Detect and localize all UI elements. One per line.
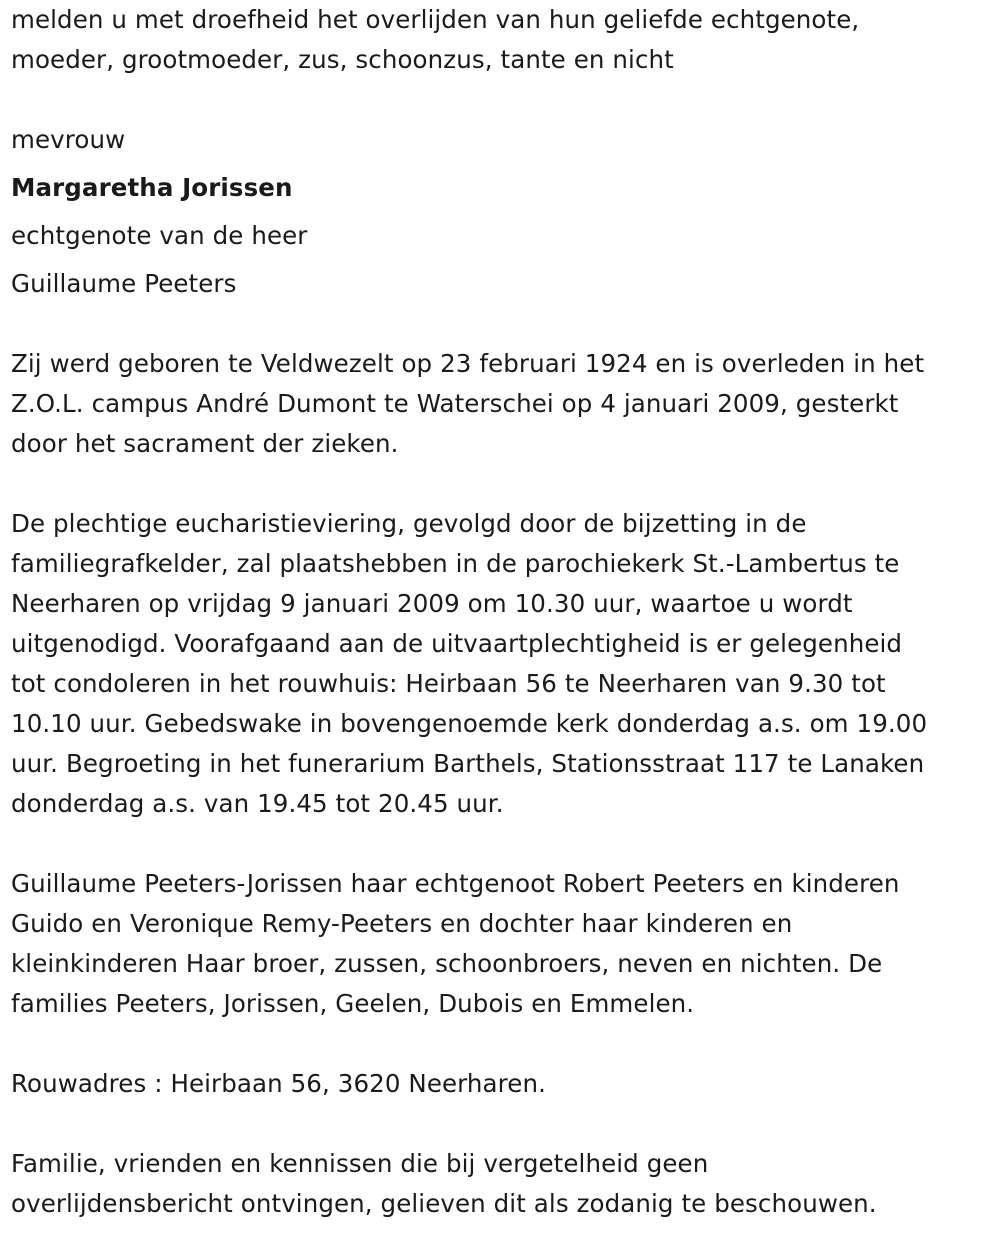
deceased-name: Margaretha Jorissen: [11, 173, 293, 202]
family-paragraph: [11, 864, 996, 1024]
paragraph-line: Z.O.L. campus André Dumont te Waterschei op 4 januari 2009, gesterkt: [11, 389, 899, 418]
birth-death-paragraph: [11, 344, 996, 464]
spouse-name: Guillaume Peeters: [11, 269, 237, 298]
paragraph-line: donderdag a.s. van 19.45 tot 20.45 uur.: [11, 789, 504, 818]
intro-line: moeder, grootmoeder, zus, schoonzus, tante en nicht: [11, 45, 674, 74]
paragraph-line: familiegrafkelder, zal plaatshebben in de parochiekerk St.-Lambertus te: [11, 549, 900, 578]
paragraph-line: Neerharen op vrijdag 9 januari 2009 om 10.30 uur, waartoe u wordt: [11, 589, 853, 618]
paragraph-line: door het sacrament der zieken.: [11, 429, 399, 458]
paragraph-line: families Peeters, Jorissen, Geelen, Dubois en Emmelen.: [11, 989, 695, 1018]
person-title: mevrouw: [11, 125, 126, 154]
address-paragraph: [11, 1064, 996, 1104]
paragraph-line: uur. Begroeting in het funerarium Barthels, Stationsstraat 117 te Lanaken: [11, 749, 925, 778]
intro-line: melden u met droefheid het overlijden van hun geliefde echtgenote,: [11, 5, 860, 34]
person-block: [11, 120, 996, 304]
paragraph-line: De plechtige eucharistieviering, gevolgd door de bijzetting in de: [11, 509, 807, 538]
closing-paragraph: [11, 1144, 996, 1224]
paragraph-line: Zij werd geboren te Veldwezelt op 23 februari 1924 en is overleden in het: [11, 349, 925, 378]
intro-paragraph: [11, 0, 996, 80]
mourning-address: Rouwadres : Heirbaan 56, 3620 Neerharen.: [11, 1069, 546, 1098]
paragraph-line: kleinkinderen Haar broer, zussen, schoonbroers, neven en nichten. De: [11, 949, 883, 978]
relation-text: echtgenote van de heer: [11, 221, 308, 250]
paragraph-line: 10.10 uur. Gebedswake in bovengenoemde kerk donderdag a.s. om 19.00: [11, 709, 928, 738]
paragraph-line: uitgenodigd. Voorafgaand aan de uitvaartplechtigheid is er gelegenheid: [11, 629, 903, 658]
obituary-document: [11, 0, 996, 1224]
paragraph-line: Guido en Veronique Remy-Peeters en dochter haar kinderen en: [11, 909, 793, 938]
paragraph-line: Guillaume Peeters-Jorissen haar echtgenoot Robert Peeters en kinderen: [11, 869, 900, 898]
paragraph-line: Familie, vrienden en kennissen die bij vergetelheid geen: [11, 1149, 709, 1178]
paragraph-line: overlijdensbericht ontvingen, gelieven dit als zodanig te beschouwen.: [11, 1189, 877, 1218]
paragraph-line: tot condoleren in het rouwhuis: Heirbaan 56 te Neerharen van 9.30 tot: [11, 669, 886, 698]
ceremony-paragraph: [11, 504, 996, 824]
